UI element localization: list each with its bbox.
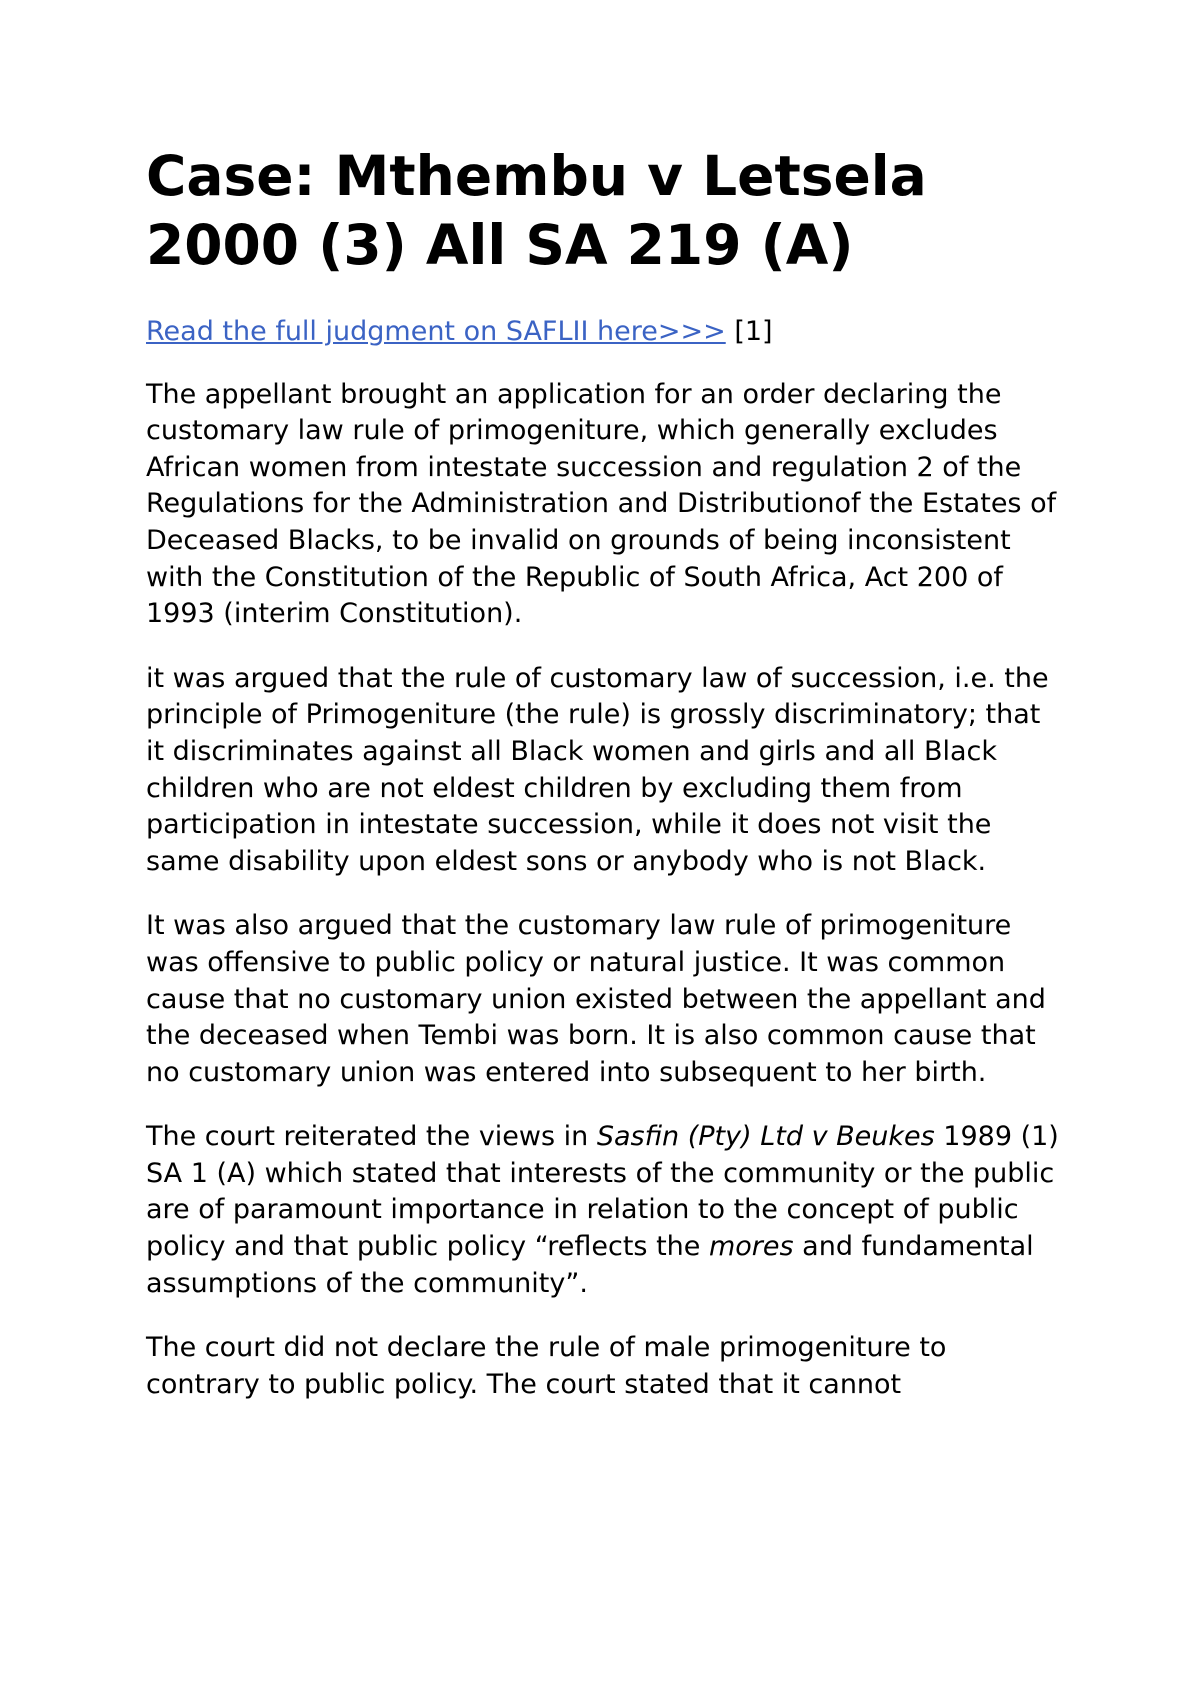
paragraph-sasfin-views [146, 1119, 1066, 1302]
paragraph-court-decision: The court did not declare the rule of male primogeniture to contrary to public policy. The court stated that it cannot [146, 1332, 947, 1400]
mores-term: mores [708, 1231, 794, 1263]
sasfin-text-3: and fundamental assumptions of the community”. [146, 1231, 1034, 1299]
document-page [146, 142, 1066, 1431]
footnote-marker: [1] [725, 316, 773, 347]
sasfin-text-2: 1989 (1) SA 1 (A) which stated that interests of the community or the public are of paramount importance in relation to the concept of public policy and that public policy “reflects the [146, 1121, 1059, 1263]
page-title: Case: Mthembu v Letsela 2000 (3) All SA 219 (A) [146, 144, 927, 277]
sasfin-case-name: Sasfin (Pty) Ltd v Beukes [596, 1121, 935, 1153]
paragraph-application: The appellant brought an application for an order declaring the customary law rule of primogeniture, which generally excludes African women from intestate succession and regulation 2 of the Regulations for the Administration and Distributionof the Estates of Deceased Blacks, to be invalid on grounds of being inconsistent with the Constitution of the Republic of South Africa, Act 200 of 1993 (interim Constitution). [146, 378, 1057, 630]
paragraph-public-policy-argument: It was also argued that the customary law rule of primogeniture was offensive to public policy or natural justice. It was common cause that no customary union existed between the appellant and the deceased when Tembi was born. It is also common cause that no customary union was entered into subsequent to her birth. [146, 910, 1046, 1088]
saflii-judgment-link[interactable]: Read the full judgment on SAFLII here>>> [146, 316, 726, 347]
paragraph-discrimination-argument: it was argued that the rule of customary law of succession, i.e. the principle of Primogeniture (the rule) is grossly discriminatory; that it discriminates against all Black women and girls and all Black children who are not eldest children by excluding them from participation in intestate succession, while it does not visit the same disability upon eldest sons or anybody who is not Black. [146, 662, 1049, 877]
judgment-reference [146, 314, 1066, 351]
sasfin-text-1: The court reiterated the views in [146, 1121, 597, 1153]
